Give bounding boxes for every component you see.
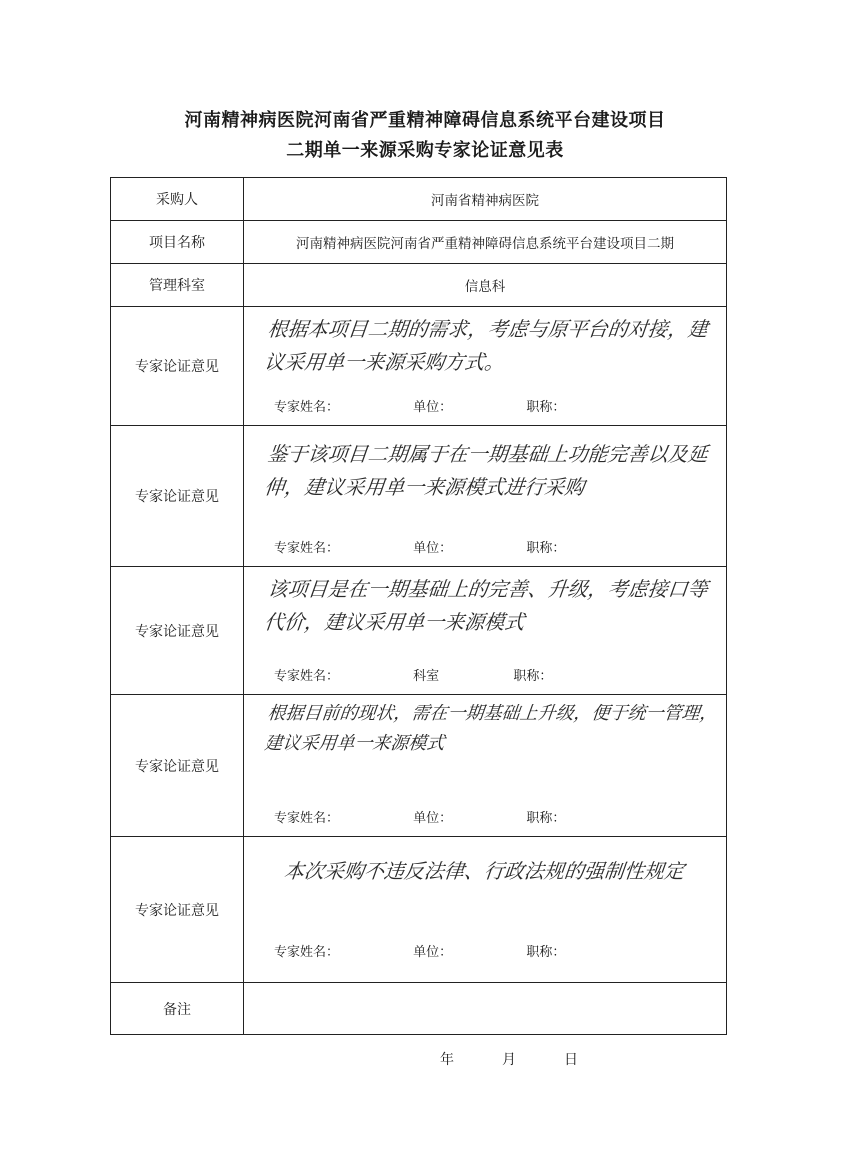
opinion-cell xyxy=(244,695,727,837)
opinion-cell xyxy=(244,567,727,695)
expert-name-key: 专家姓名： xyxy=(274,811,340,826)
project-row xyxy=(111,221,727,264)
remark-value xyxy=(244,983,727,1035)
remark-label: 备注 xyxy=(111,983,244,1035)
date-month: 月 xyxy=(502,1052,516,1068)
opinion-row xyxy=(111,567,727,695)
opinion-row xyxy=(111,426,727,567)
expert-signature-line xyxy=(274,396,722,415)
expert-signature-line xyxy=(274,665,722,684)
expert-signature-line xyxy=(274,941,722,960)
expert-title-key: 职称： xyxy=(526,541,566,556)
expert-title-key: 职称： xyxy=(526,811,566,826)
document-title-line2: 二期单一来源采购专家论证意见表 xyxy=(286,140,564,161)
expert-name-key: 专家姓名： xyxy=(274,541,340,556)
dept-row xyxy=(111,264,727,307)
handwritten-opinion: 鉴于该项目二期属于在一期基础上功能完善以及延伸，建议采用单一来源模式进行采购 xyxy=(263,442,710,499)
project-value: 河南精神病医院河南省严重精神障碍信息系统平台建设项目二期 xyxy=(244,221,727,264)
opinion-label: 专家论证意见 xyxy=(111,426,244,567)
dept-label: 管理科室 xyxy=(111,264,244,307)
opinion-cell xyxy=(244,307,727,426)
expert-unit-key: 单位： xyxy=(413,945,453,960)
opinion-row xyxy=(111,695,727,837)
expert-title-key: 职称： xyxy=(526,945,566,960)
remark-row xyxy=(111,983,727,1035)
purchaser-label: 采购人 xyxy=(111,178,244,221)
handwritten-opinion: 该项目是在一期基础上的完善、升级，考虑接口等代价，建议采用单一来源模式 xyxy=(263,577,710,634)
date-line xyxy=(440,1049,626,1069)
handwritten-opinion: 本次采购不违反法律、行政法规的强制性规定 xyxy=(282,859,686,883)
date-year: 年 xyxy=(440,1052,454,1068)
date-day: 日 xyxy=(564,1052,578,1068)
expert-unit-key: 单位： xyxy=(413,400,453,415)
expert-unit-key: 单位： xyxy=(413,811,453,826)
expert-name-key: 专家姓名： xyxy=(274,400,340,415)
opinion-label: 专家论证意见 xyxy=(111,307,244,426)
opinion-form-table xyxy=(110,177,727,1035)
handwritten-opinion: 根据本项目二期的需求，考虑与原平台的对接，建议采用单一来源采购方式。 xyxy=(263,317,710,374)
expert-name-key: 专家姓名： xyxy=(274,669,340,684)
opinion-cell xyxy=(244,426,727,567)
opinion-label: 专家论证意见 xyxy=(111,567,244,695)
expert-title-key: 职称： xyxy=(526,400,566,415)
expert-unit-key: 科室 xyxy=(413,669,440,684)
expert-title-key: 职称： xyxy=(513,669,553,684)
project-label: 项目名称 xyxy=(111,221,244,264)
opinion-cell xyxy=(244,837,727,983)
purchaser-row xyxy=(111,178,727,221)
handwritten-opinion: 根据目前的现状，需在一期基础上升级，便于统一管理，建议采用单一来源模式 xyxy=(263,703,719,754)
dept-value: 信息科 xyxy=(244,264,727,307)
opinion-label: 专家论证意见 xyxy=(111,695,244,837)
expert-signature-line xyxy=(274,537,722,556)
expert-name-key: 专家姓名： xyxy=(274,945,340,960)
purchaser-value: 河南省精神病医院 xyxy=(244,178,727,221)
opinion-label: 专家论证意见 xyxy=(111,837,244,983)
opinion-row xyxy=(111,307,727,426)
expert-signature-line xyxy=(274,807,722,826)
opinion-row xyxy=(111,837,727,983)
expert-unit-key: 单位： xyxy=(413,541,453,556)
document-title-line1: 河南精神病医院河南省严重精神障碍信息系统平台建设项目 xyxy=(184,110,666,131)
